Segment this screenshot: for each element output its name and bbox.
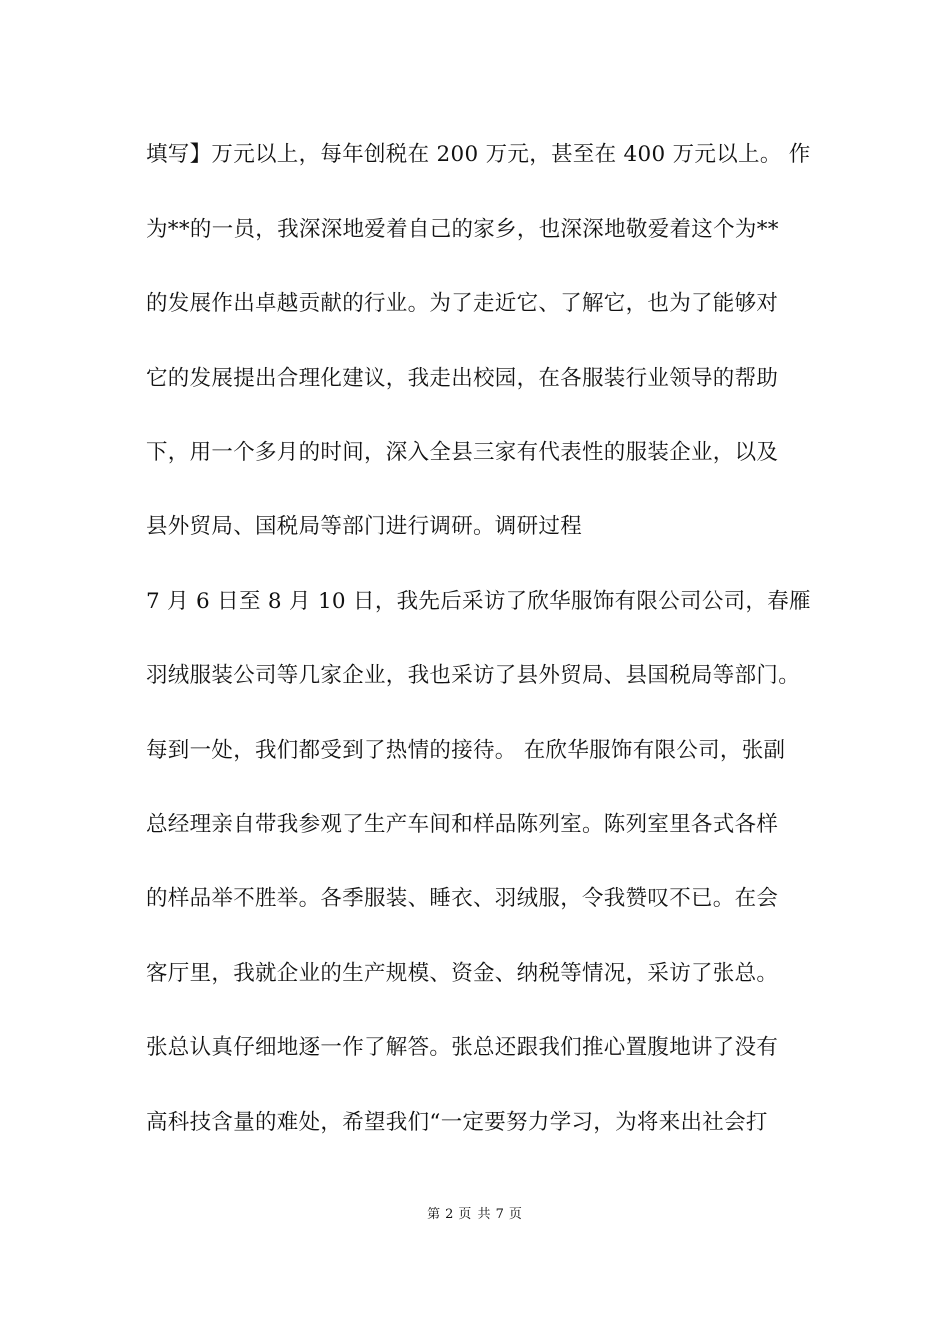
body-line-2: 为**的一员，我深深地爱着自己的家乡，也深深地敬爱着这个为** — [146, 217, 779, 242]
footer-page-prefix: 第 — [427, 1207, 442, 1222]
body-line-7: 7 月 6 日至 8 月 10 日，我先后采访了欣华服饰有限公司公司，春雁 — [146, 589, 811, 614]
body-line-10: 总经理亲自带我参观了生产车间和样品陈列室。陈列室里各式各样 — [146, 812, 779, 837]
body-line-12: 客厅里，我就企业的生产规模、资金、纳税等情况，采访了张总。 — [146, 961, 779, 986]
body-line-13: 张总认真仔细地逐一作了解答。张总还跟我们推心置腹地讲了没有 — [146, 1035, 779, 1060]
body-line-4: 它的发展提出合理化建议，我走出校园，在各服装行业领导的帮助 — [146, 366, 779, 391]
body-line-5: 下，用一个多月的时间，深入全县三家有代表性的服装企业，以及 — [146, 440, 779, 465]
body-line-14: 高科技含量的难处，希望我们“一定要努力学习，为将来出社会打 — [146, 1110, 768, 1135]
body-line-6: 县外贸局、国税局等部门进行调研。调研过程 — [146, 514, 583, 539]
page-footer — [0, 1206, 950, 1224]
footer-page-suffix: 页 — [508, 1207, 523, 1222]
body-line-11: 的样品举不胜举。各季服装、睡衣、羽绒服，令我赞叹不已。在会 — [146, 886, 779, 911]
total-page-count: 7 — [495, 1207, 505, 1222]
body-line-8: 羽绒服装公司等几家企业，我也采访了县外贸局、县国税局等部门。 — [146, 663, 801, 688]
body-line-3: 的发展作出卓越贡献的行业。为了走近它、了解它，也为了能够对 — [146, 291, 779, 316]
body-line-9: 每到一处，我们都受到了热情的接待。 在欣华服饰有限公司，张副 — [146, 738, 786, 763]
footer-page-mid: 页 共 — [458, 1207, 492, 1222]
body-line-1: 填写】万元以上，每年创税在 200 万元，甚至在 400 万元以上。 作 — [146, 142, 811, 167]
current-page-number: 2 — [445, 1207, 455, 1222]
